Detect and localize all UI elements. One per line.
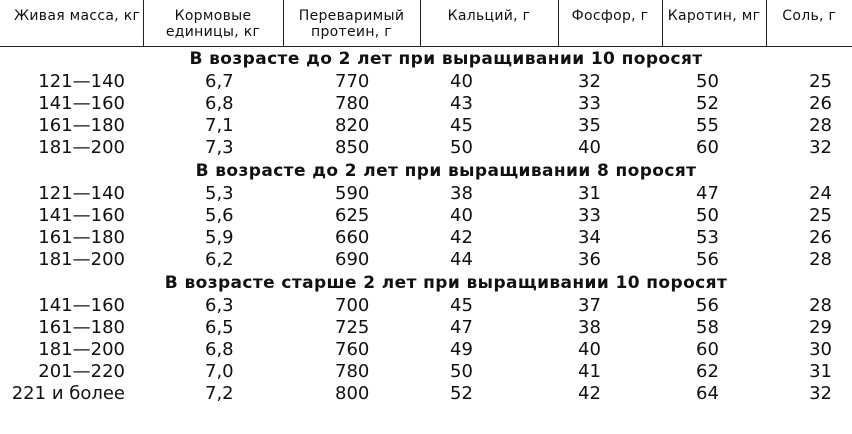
section-title: В возрасте до 2 лет при выращивании 10 поросят (189, 48, 703, 69)
cell-calcium: 52 (450, 382, 473, 404)
cell-phosphorus: 33 (578, 204, 601, 226)
cell-live-weight: 221 и более (11, 382, 125, 404)
cell-feed-units: 6,3 (205, 294, 234, 316)
table-row (0, 295, 852, 317)
cell-carotene: 60 (696, 136, 719, 158)
section-header-row (0, 271, 852, 295)
cell-salt: 24 (809, 182, 832, 204)
cell-phosphorus: 35 (578, 114, 601, 136)
cell-salt: 28 (809, 114, 832, 136)
cell-live-weight: 161—180 (38, 316, 125, 338)
cell-digestible-protein: 770 (335, 70, 370, 92)
cell-salt: 29 (809, 316, 832, 338)
table-body (0, 46, 852, 405)
table-row (0, 115, 852, 137)
cell-phosphorus: 34 (578, 226, 601, 248)
cell-phosphorus: 31 (578, 182, 601, 204)
cell-calcium: 49 (450, 338, 473, 360)
cell-salt: 32 (809, 136, 832, 158)
cell-calcium: 38 (450, 182, 473, 204)
cell-digestible-protein: 690 (335, 248, 370, 270)
cell-digestible-protein: 780 (335, 360, 370, 382)
cell-calcium: 50 (450, 360, 473, 382)
cell-salt: 28 (809, 248, 832, 270)
cell-carotene: 56 (696, 248, 719, 270)
cell-carotene: 64 (696, 382, 719, 404)
cell-phosphorus: 38 (578, 316, 601, 338)
header-calcium: Кальций, г (420, 0, 558, 46)
header-live-weight: Живая масса, кг (0, 0, 143, 46)
cell-phosphorus: 36 (578, 248, 601, 270)
cell-digestible-protein: 820 (335, 114, 370, 136)
section-title: В возрасте до 2 лет при выращивании 8 поросят (195, 160, 697, 181)
header-row (0, 0, 852, 46)
cell-calcium: 40 (450, 204, 473, 226)
cell-live-weight: 141—160 (38, 204, 125, 226)
cell-carotene: 52 (696, 92, 719, 114)
table-row (0, 71, 852, 93)
cell-feed-units: 6,7 (205, 70, 234, 92)
cell-carotene: 55 (696, 114, 719, 136)
table-row (0, 361, 852, 383)
section-header-row (0, 159, 852, 183)
table-row (0, 317, 852, 339)
cell-feed-units: 5,9 (205, 226, 234, 248)
cell-carotene: 62 (696, 360, 719, 382)
table-header (0, 0, 852, 46)
cell-live-weight: 121—140 (38, 182, 125, 204)
cell-live-weight: 181—200 (38, 248, 125, 270)
cell-digestible-protein: 760 (335, 338, 370, 360)
cell-salt: 26 (809, 92, 832, 114)
table-row (0, 183, 852, 205)
cell-carotene: 58 (696, 316, 719, 338)
cell-phosphorus: 33 (578, 92, 601, 114)
cell-carotene: 53 (696, 226, 719, 248)
section-header-row (0, 46, 852, 71)
cell-feed-units: 7,1 (205, 114, 234, 136)
cell-live-weight: 161—180 (38, 226, 125, 248)
cell-phosphorus: 32 (578, 70, 601, 92)
cell-live-weight: 181—200 (38, 338, 125, 360)
header-feed-units: Кормовые единицы, кг (143, 0, 283, 46)
table-row (0, 227, 852, 249)
header-carotene: Каротин, мг (662, 0, 766, 46)
cell-calcium: 44 (450, 248, 473, 270)
cell-carotene: 50 (696, 70, 719, 92)
cell-phosphorus: 40 (578, 338, 601, 360)
header-salt: Соль, г (766, 0, 852, 46)
cell-feed-units: 7,2 (205, 382, 234, 404)
cell-live-weight: 141—160 (38, 294, 125, 316)
cell-calcium: 47 (450, 316, 473, 338)
cell-live-weight: 141—160 (38, 92, 125, 114)
cell-salt: 31 (809, 360, 832, 382)
cell-calcium: 42 (450, 226, 473, 248)
cell-carotene: 50 (696, 204, 719, 226)
cell-live-weight: 181—200 (38, 136, 125, 158)
table-row (0, 249, 852, 271)
cell-digestible-protein: 780 (335, 92, 370, 114)
cell-carotene: 47 (696, 182, 719, 204)
cell-digestible-protein: 590 (335, 182, 370, 204)
header-phosphorus: Фосфор, г (558, 0, 662, 46)
cell-feed-units: 6,5 (205, 316, 234, 338)
table-row (0, 137, 852, 159)
cell-calcium: 40 (450, 70, 473, 92)
cell-feed-units: 6,2 (205, 248, 234, 270)
cell-feed-units: 7,3 (205, 136, 234, 158)
cell-digestible-protein: 725 (335, 316, 370, 338)
table-row (0, 383, 852, 405)
cell-digestible-protein: 800 (335, 382, 370, 404)
cell-digestible-protein: 625 (335, 204, 370, 226)
cell-digestible-protein: 700 (335, 294, 370, 316)
cell-feed-units: 7,0 (205, 360, 234, 382)
cell-phosphorus: 37 (578, 294, 601, 316)
cell-phosphorus: 41 (578, 360, 601, 382)
cell-digestible-protein: 850 (335, 136, 370, 158)
cell-calcium: 43 (450, 92, 473, 114)
cell-phosphorus: 40 (578, 136, 601, 158)
section-title: В возрасте старше 2 лет при выращивании 10 поросят (164, 272, 728, 293)
cell-live-weight: 121—140 (38, 70, 125, 92)
cell-salt: 28 (809, 294, 832, 316)
cell-calcium: 50 (450, 136, 473, 158)
table-row (0, 205, 852, 227)
cell-feed-units: 6,8 (205, 92, 234, 114)
table-row (0, 93, 852, 115)
cell-salt: 25 (809, 204, 832, 226)
cell-live-weight: 161—180 (38, 114, 125, 136)
cell-salt: 25 (809, 70, 832, 92)
cell-feed-units: 6,8 (205, 338, 234, 360)
cell-digestible-protein: 660 (335, 226, 370, 248)
cell-salt: 32 (809, 382, 832, 404)
cell-feed-units: 5,6 (205, 204, 234, 226)
cell-calcium: 45 (450, 294, 473, 316)
cell-salt: 30 (809, 338, 832, 360)
cell-salt: 26 (809, 226, 832, 248)
cell-carotene: 60 (696, 338, 719, 360)
cell-feed-units: 5,3 (205, 182, 234, 204)
cell-calcium: 45 (450, 114, 473, 136)
cell-live-weight: 201—220 (38, 360, 125, 382)
cell-carotene: 56 (696, 294, 719, 316)
header-digestible-protein: Переваримый протеин, г (283, 0, 420, 46)
table-row (0, 339, 852, 361)
cell-phosphorus: 42 (578, 382, 601, 404)
